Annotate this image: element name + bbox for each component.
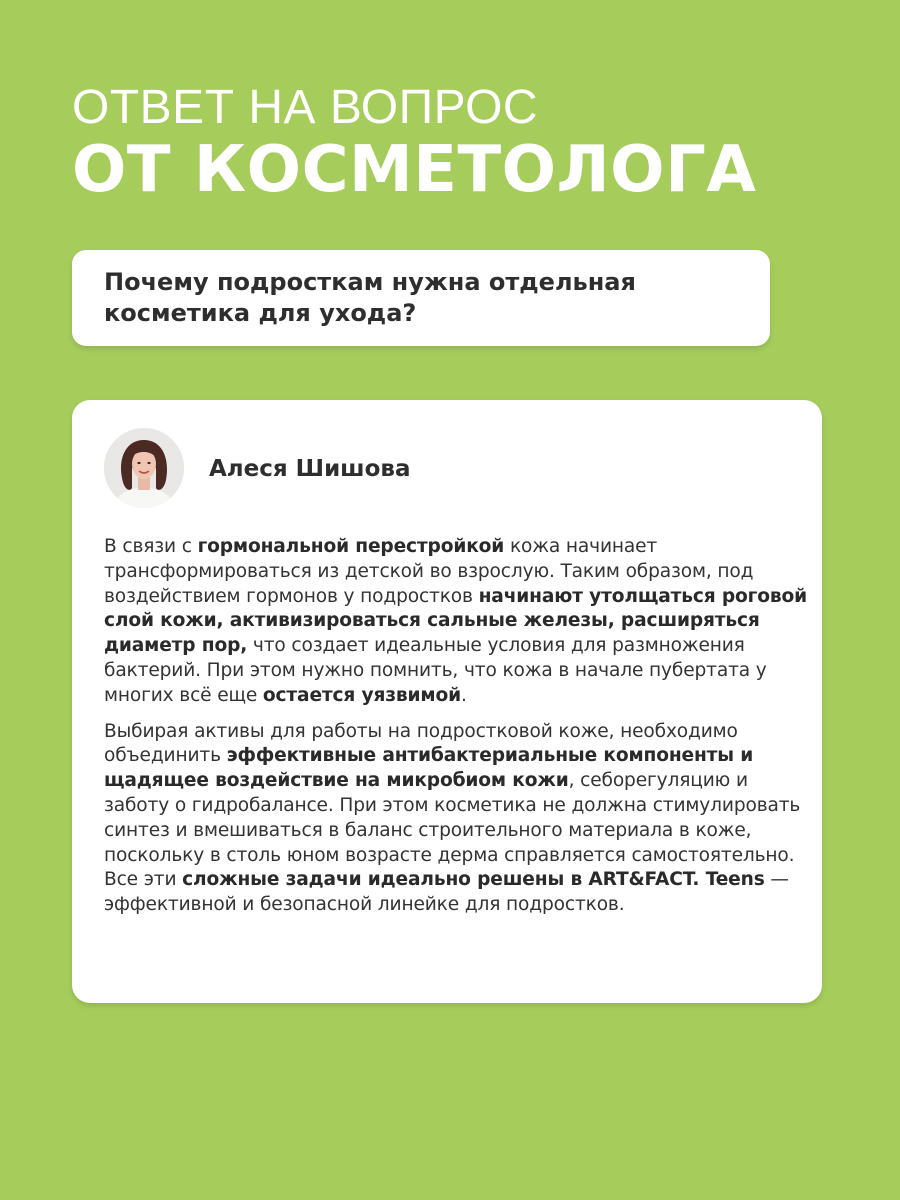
emphasis-text: сложные задачи идеально решены в ART&FACT. Teens [182, 869, 765, 891]
body-text: . [460, 684, 467, 706]
emphasis-text: гормональной перестройкой [197, 536, 505, 557]
page-heading [72, 82, 756, 206]
heading-line-2: ОТ КОСМЕТОЛОГА [72, 133, 757, 207]
answer-paragraph-1 [104, 535, 814, 709]
answer-card [72, 400, 822, 1003]
answer-body [104, 535, 814, 918]
question-text [104, 267, 740, 329]
person-portrait-icon [104, 428, 184, 508]
author-avatar [104, 428, 184, 508]
emphasis-text: начинают утолщаться роговой слой кожи, активизироваться сальные железы, расширяться диаметр пор, [104, 585, 807, 657]
author-name: Алеся Шишова [209, 456, 411, 482]
emphasis-text: остается уязвимой [262, 684, 461, 706]
answer-paragraph-2 [104, 720, 814, 918]
body-text: — эффективной и безопасной линейке для подростков. [104, 869, 789, 916]
question-card [72, 250, 770, 346]
question-line-1: Почему подросткам нужна отдельная [104, 268, 636, 296]
body-text: кожа начинает трансформироваться из детской во взрослую. Таким образом, под воздействием гормонов у подростков [104, 536, 754, 607]
question-line-2: косметика для ухода? [104, 299, 417, 327]
body-text: , себорегуляцию и заботу о гидробалансе. При этом косметика не должна стимулировать синтез и вмешиваться в баланс строительного материала в коже, поскольку в столь юном возрасте дерма справляется самостоятельно. Все эти [104, 770, 801, 891]
body-text: Выбирая активы для работы на подростковой коже, необходимо объединить [104, 720, 738, 767]
body-text: что создает идеальные условия для размножения бактерий. При этом нужно помнить, что кожа в начале пубертата у многих всё еще [104, 635, 767, 706]
heading-line-1: ОТВЕТ НА ВОПРОС [72, 81, 539, 134]
emphasis-text: эффективные антибактериальные компоненты и щадящее воздействие на микробиом кожи [104, 745, 754, 792]
body-text: В связи с [104, 536, 198, 557]
